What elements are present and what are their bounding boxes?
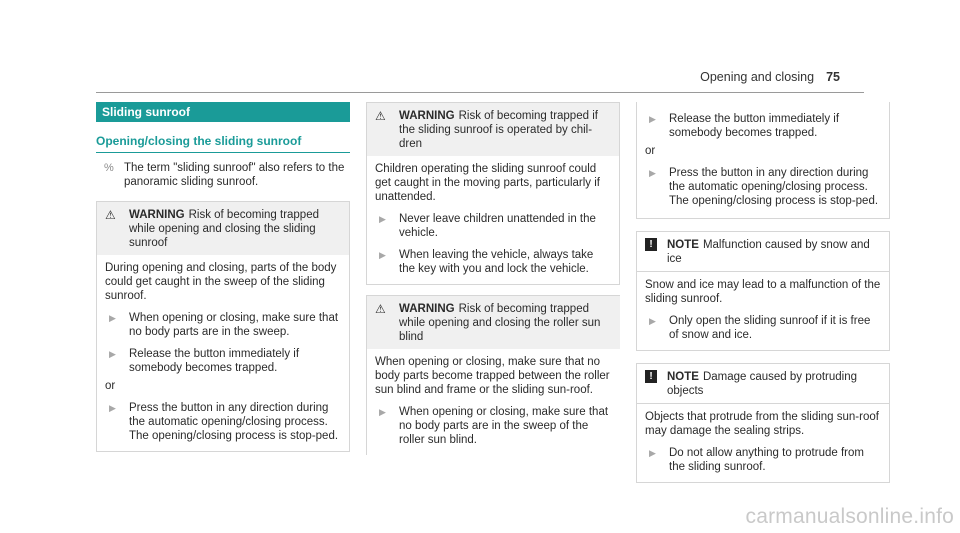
warning-triangle-icon: ⚠ <box>375 302 386 316</box>
watermark: carmanualsonline.info <box>745 505 954 528</box>
list-item <box>109 401 341 443</box>
section-title: Sliding sunroof <box>96 102 350 122</box>
note-header <box>637 364 889 403</box>
or-text: or <box>105 380 116 392</box>
arrow-icon: ▶ <box>109 313 116 323</box>
exclamation-icon: ! <box>645 238 657 251</box>
warning-box <box>96 201 350 452</box>
arrow-icon: ▶ <box>379 214 386 224</box>
warning-label: WARNING <box>129 209 185 221</box>
warning-label: WARNING <box>399 110 455 122</box>
step-text: Release the button immediately if somebody becomes trapped. <box>669 113 840 139</box>
column-2 <box>366 102 620 455</box>
step-text: Press the button in any direction during the automatic opening/closing process. The opening/closing process is stop-ped. <box>129 402 339 442</box>
note-box-objects <box>636 363 890 483</box>
warning-body <box>97 255 349 451</box>
arrow-icon: ▶ <box>649 114 656 124</box>
column-3 <box>636 102 890 483</box>
warning-text: When opening or closing, make sure that no body parts become trapped between the roller sun blind and frame or the sliding sun-roof. <box>375 356 610 396</box>
step-text: When leaving the vehicle, always take the key with you and lock the vehicle. <box>399 249 594 275</box>
warning-triangle-icon: ⚠ <box>105 208 116 222</box>
step-text: Do not allow anything to protrude from the sliding sunroof. <box>669 447 864 473</box>
step-text: Release the button immediately if somebody becomes trapped. <box>129 348 300 374</box>
note-body <box>637 271 889 350</box>
page-number: 75 <box>826 70 840 84</box>
note-title: Malfunction caused by snow and ice <box>667 239 870 265</box>
warning-title: Risk of becoming trapped while opening and closing the sliding sunroof <box>129 209 319 249</box>
list-item <box>649 166 881 208</box>
list-item <box>109 311 341 339</box>
step-text: Never leave children unattended in the vehicle. <box>399 213 596 239</box>
list-item <box>379 248 611 276</box>
exclamation-icon: ! <box>645 370 657 383</box>
arrow-icon: ▶ <box>379 407 386 417</box>
info-icon: % <box>104 162 114 174</box>
warning-text: During opening and closing, parts of the body could get caught in the sweep of the sliding sunroof. <box>105 262 337 302</box>
or-text: or <box>645 145 656 157</box>
arrow-icon: ▶ <box>649 448 656 458</box>
info-text: The term "sliding sunroof" also refers to the panoramic sliding sunroof. <box>124 162 345 188</box>
header-title: Opening and closing <box>700 70 815 84</box>
arrow-icon: ▶ <box>649 316 656 326</box>
header-rule <box>96 92 864 93</box>
warning-header <box>367 296 620 349</box>
arrow-icon: ▶ <box>649 168 656 178</box>
arrow-icon: ▶ <box>109 403 116 413</box>
note-text: Objects that protrude from the sliding sun-roof may damage the sealing strips. <box>645 411 879 437</box>
warning-box-children <box>366 102 620 285</box>
list-item <box>109 347 341 375</box>
warning-label: WARNING <box>399 303 455 315</box>
list-item <box>649 112 881 140</box>
step-text: Only open the sliding sunroof if it is free of snow and ice. <box>669 315 871 341</box>
column-1 <box>96 102 350 452</box>
list-item <box>649 314 881 342</box>
step-text: When opening or closing, make sure that no body parts are in the sweep of the roller sun blind. <box>399 406 609 446</box>
warning-body <box>367 156 619 284</box>
note-text: Snow and ice may lead to a malfunction of the sliding sunroof. <box>645 279 881 305</box>
warning-box-sun-blind <box>366 295 620 455</box>
warning-triangle-icon: ⚠ <box>375 109 386 123</box>
info-note <box>104 161 350 189</box>
note-label: NOTE <box>667 371 699 383</box>
note-box-snow <box>636 231 890 351</box>
list-item <box>379 405 612 447</box>
warning-header <box>367 103 619 156</box>
warning-body <box>367 349 620 455</box>
warning-text: Children operating the sliding sunroof could get caught in the moving parts, particularly if unattended. <box>375 163 601 203</box>
subheading: Opening/closing the sliding sunroof <box>96 134 350 153</box>
arrow-icon: ▶ <box>379 250 386 260</box>
note-label: NOTE <box>667 239 699 251</box>
warning-title: Risk of becoming trapped if the sliding sunroof is operated by chil-dren <box>399 110 598 150</box>
note-header <box>637 232 889 271</box>
note-title: Damage caused by protruding objects <box>667 371 858 397</box>
step-text: Press the button in any direction during the automatic opening/closing process. The opening/closing process is stop-ped. <box>669 167 879 207</box>
note-body <box>637 403 889 482</box>
warning-title: Risk of becoming trapped while opening and closing the roller sun blind <box>399 303 601 343</box>
step-text: When opening or closing, make sure that no body parts are in the sweep. <box>129 312 339 338</box>
warning-header <box>97 202 349 255</box>
arrow-icon: ▶ <box>109 349 116 359</box>
list-item <box>649 446 881 474</box>
list-item <box>379 212 611 240</box>
warning-continuation <box>636 102 890 219</box>
running-header <box>700 70 840 84</box>
